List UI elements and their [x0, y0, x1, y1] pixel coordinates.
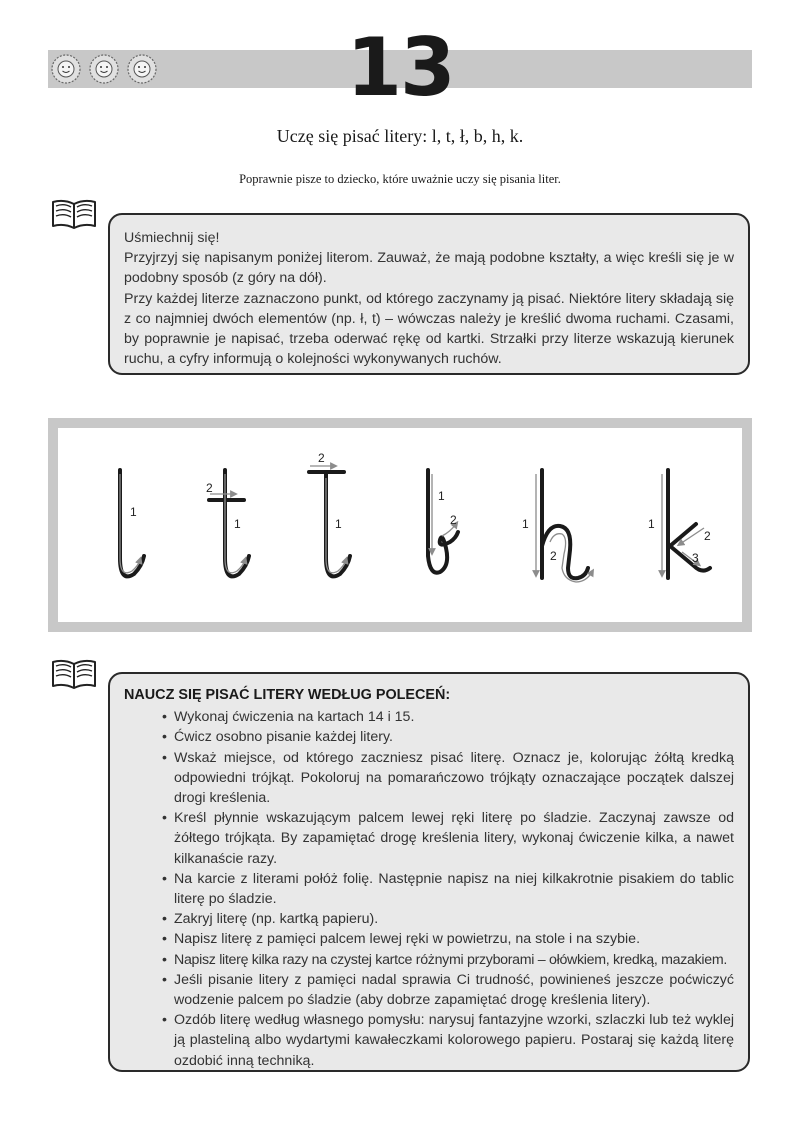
step-number: 1	[335, 517, 342, 531]
step-number: 1	[438, 489, 445, 503]
list-item: • Kreśl płynnie wskazującym palcem lewej ręki literę po śladzie. Zaczynaj zawsze od żółtego trójkąta. By zapamiętać drogę kreślenia litery, wykonaj ćwiczenie kilka, a nawet kilkanaście razy.	[124, 808, 734, 869]
info-paragraph: Przyjrzyj się napisanym poniżej literom. Zauważ, że mają podobne kształty, a więc kreśli się je w podobny sposób (z góry na dół).	[124, 250, 734, 287]
list-item: • Napisz literę z pamięci palcem lewej ręki w powietrzu, na stole i na szybie.	[124, 929, 734, 949]
sun-face-icons	[50, 53, 160, 85]
sun-face-icon	[90, 55, 118, 83]
list-item: • Ćwicz osobno pisanie każdej litery.	[124, 727, 734, 747]
list-item: • Wskaż miejsce, od którego zaczniesz pisać literę. Oznacz je, kolorując żółtą kredką odpowiedni trójkąt. Pokoloruj na pomarańczowo trójkąty oznaczające początek dalszej drogi kreślenia.	[124, 748, 734, 809]
motto: Poprawnie pisze to dziecko, które uważnie uczy się pisania liter.	[239, 172, 561, 186]
info-box	[108, 213, 750, 375]
letter-t	[206, 470, 249, 576]
info-paragraph: Przy każdej literze zaznaczono punkt, od którego zaczynamy ją pisać. Niektóre litery składają się z co najmniej dwóch elementów (np. ł, t) – wówczas należy je kreślić dwoma ruchami. Czasami, by poprawnie je napisać, trzeba oderwać rękę od kartki. Strzałki przy literze wskazują kierunek ruchu, a cyfry informują o kolejności wykonywanych ruchów.	[124, 290, 734, 368]
task-box	[108, 672, 750, 1072]
list-item: • Wykonaj ćwiczenia na kartach 14 i 15.	[124, 707, 734, 727]
task-heading: NAUCZ SIĘ PISAĆ LITERY WEDŁUG POLECEŃ:	[124, 687, 451, 703]
step-number: 2	[550, 549, 557, 563]
page-title: Uczę się pisać litery: l, t, ł, b, h, k.	[276, 126, 524, 146]
list-item: • Na karcie z literami połóż folię. Następnie napisz na niej kilkakrotnie pisakiem do tablic literę po śladzie.	[124, 869, 734, 909]
step-number: 1	[648, 517, 655, 531]
list-item: • Zakryj literę (np. kartką papieru).	[124, 909, 734, 929]
letters-drawing	[58, 428, 742, 622]
letter-h	[522, 470, 592, 582]
sun-face-icon	[128, 55, 156, 83]
step-number: 1	[234, 517, 241, 531]
list-item: • Ozdób literę według własnego pomysłu: narysuj fantazyjne wzorki, szlaczki lub też wyklej ją plasteliną albo wydartymi kawałeczkami kolorowego papieru. Postaraj się każdą literę ozdobić inną techniką.	[124, 1010, 734, 1071]
step-number: 2	[450, 513, 457, 527]
step-number: 1	[130, 505, 137, 519]
book-icon	[50, 196, 98, 232]
letters-frame	[48, 418, 752, 632]
letter-t-alt	[309, 451, 350, 576]
letter-k	[648, 470, 711, 578]
info-greeting: Uśmiechnij się!	[124, 230, 220, 246]
page-number: 13	[346, 21, 454, 114]
book-icon	[50, 656, 98, 692]
letters-panel	[58, 428, 742, 622]
task-list	[124, 707, 734, 1071]
list-item: • Jeśli pisanie litery z pamięci nadal sprawia Ci trudność, powinieneś jeszcze poćwiczyć wodzenie palcem po śladzie (aby dobrze zapamiętać drogę kreślenia litery).	[124, 970, 734, 1010]
header-logos	[50, 53, 160, 85]
list-item: • Napisz literę kilka razy na czystej kartce różnymi przyborami – ołówkiem, kredką, mazakiem.	[124, 950, 734, 970]
letter-b	[428, 470, 458, 573]
step-number: 2	[318, 451, 325, 465]
letter-l	[120, 470, 144, 576]
step-number: 3	[692, 551, 699, 565]
step-number: 1	[522, 517, 529, 531]
sun-face-icon	[52, 55, 80, 83]
step-number: 2	[206, 481, 213, 495]
step-number: 2	[704, 529, 711, 543]
